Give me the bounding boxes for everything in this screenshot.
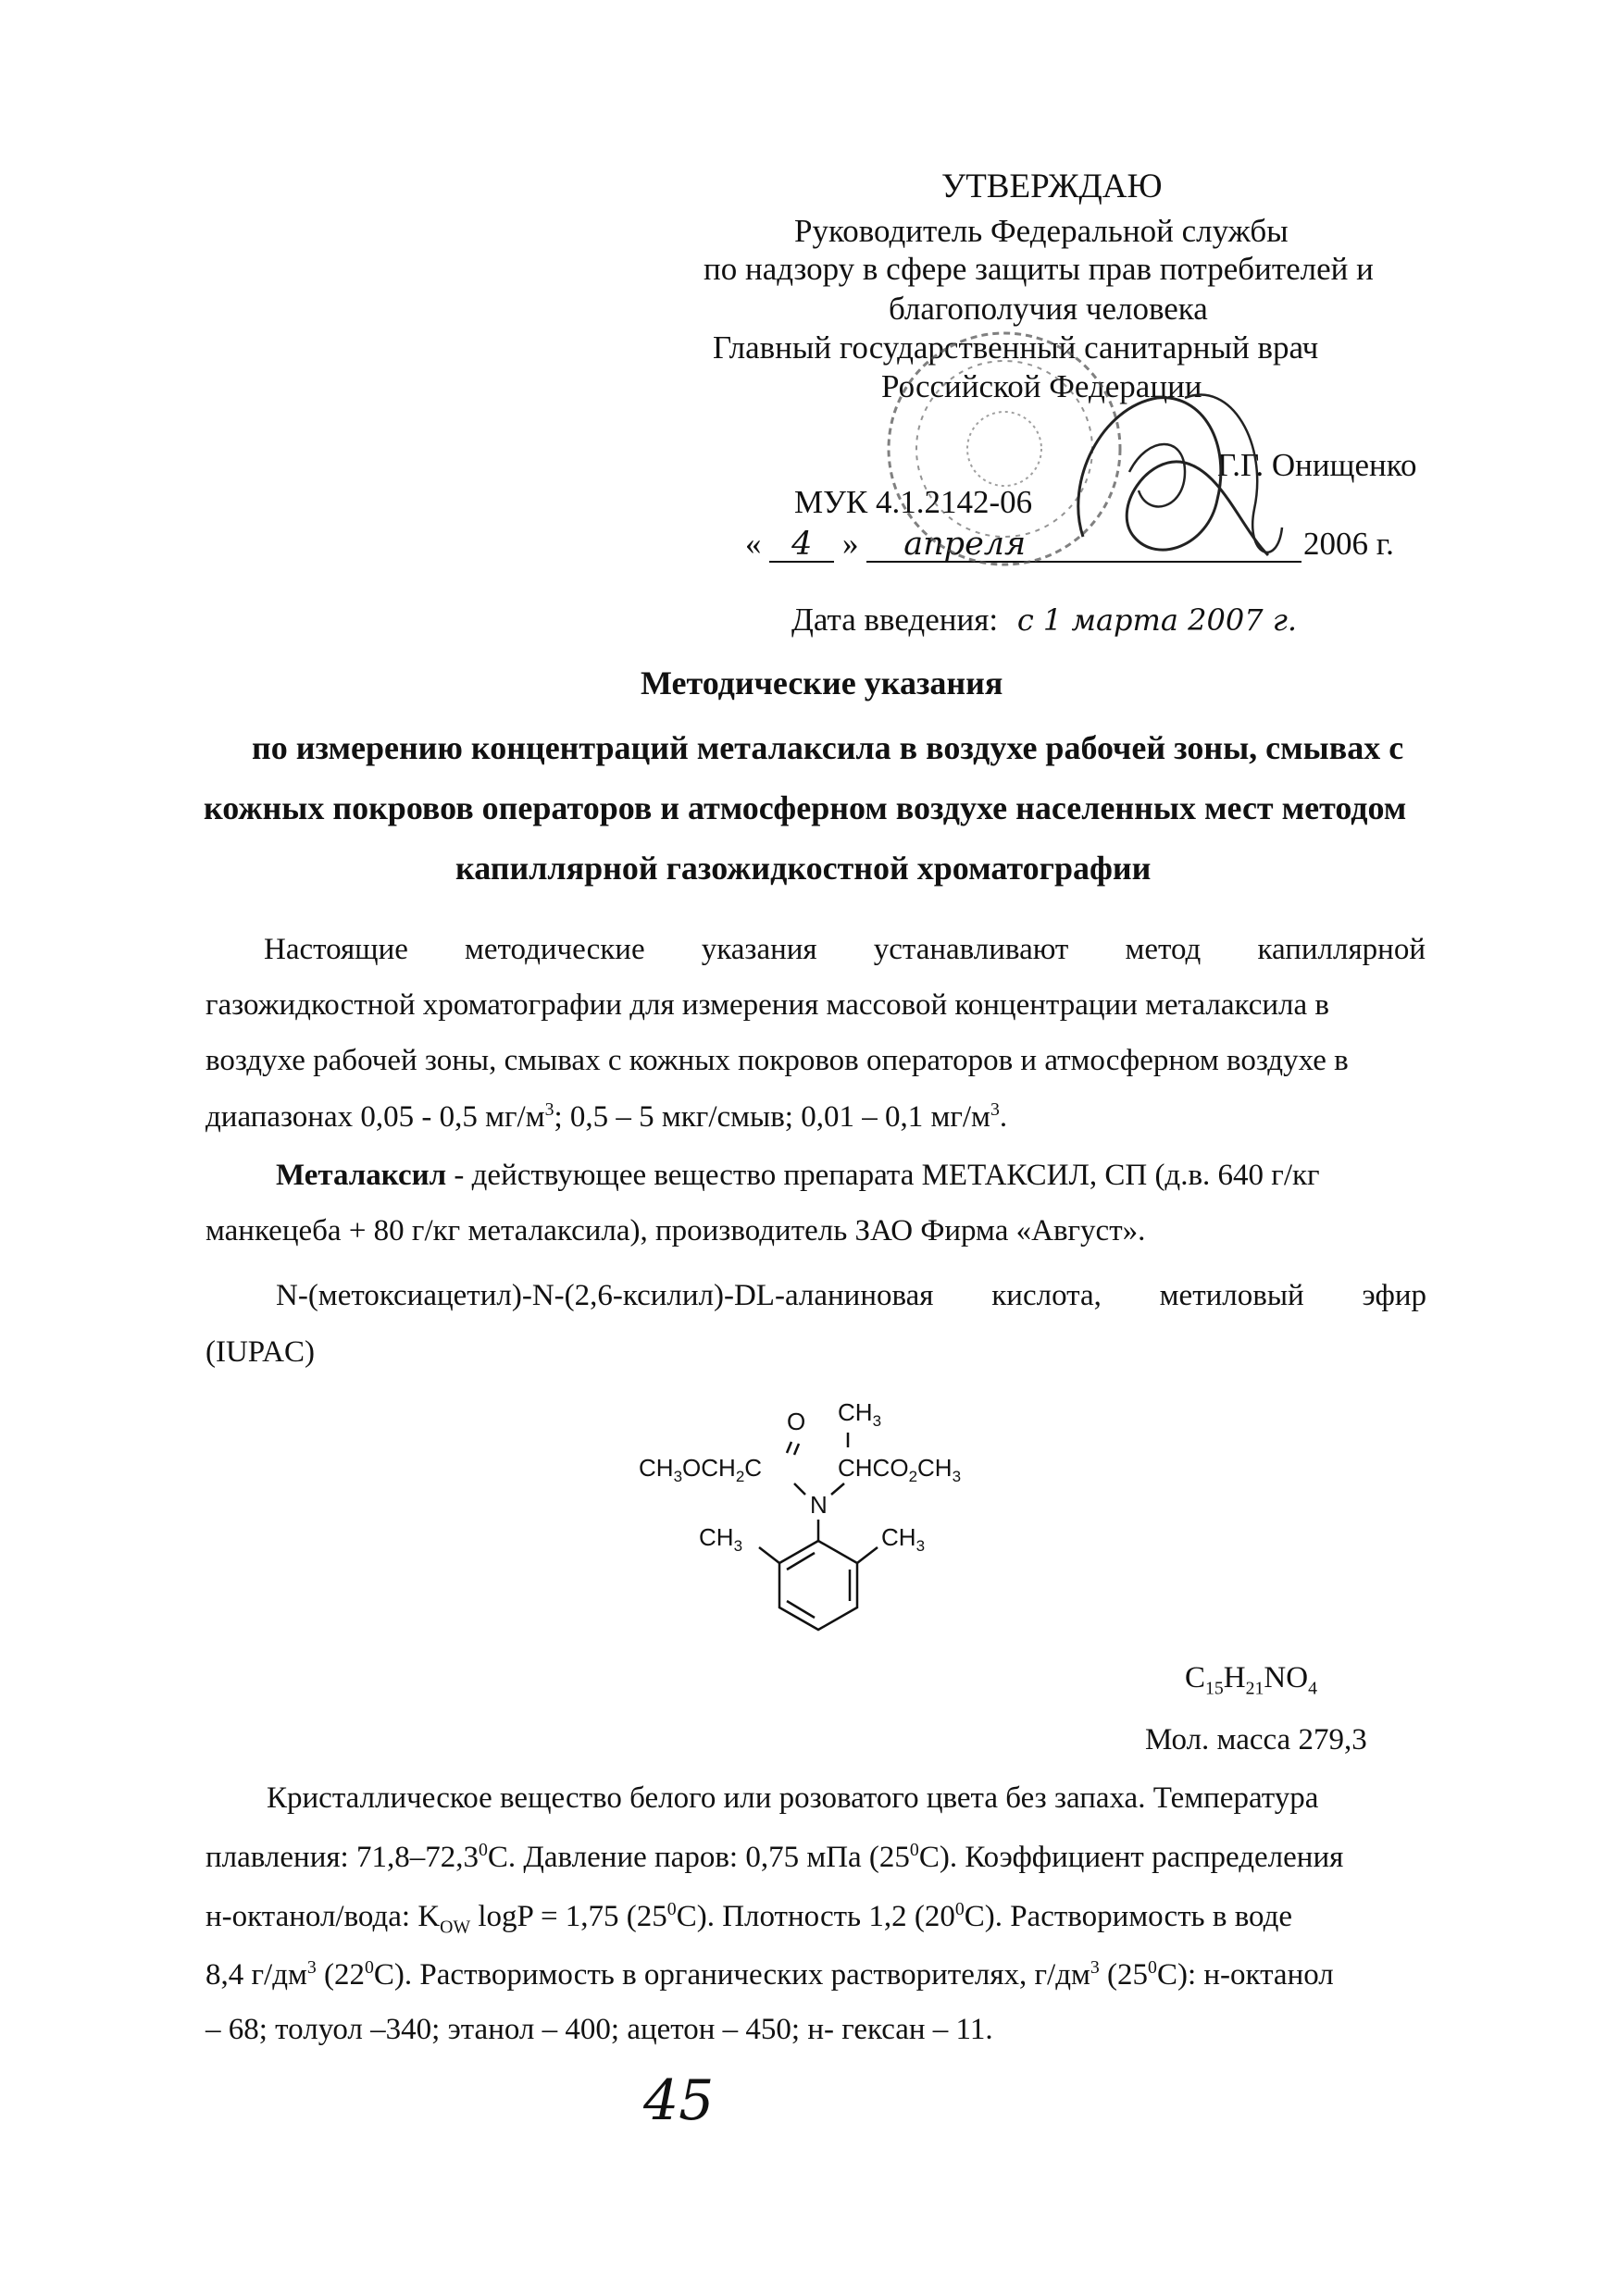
molar-mass: Мол. масса 279,3 [1145,1723,1367,1756]
p4-line-5: – 68; толуол –340; этанол – 400; ацетон – 450; н- гексан – 11. [205,2013,993,2046]
page-number: 45 [643,2068,715,2133]
muk-number: МУК 4.1.2142-06 [794,484,1033,520]
p2-bold-term: Металаксил [276,1159,447,1192]
p4-line-3: н-октанол/вода: $K_{OW}$ logP = 1,75 $(25^0С)$. Плотность 1,2 $(20^0С)$. Растворимость в воде [205,1899,1293,1938]
struct-bond-double-2 [794,1444,799,1455]
doc-subtitle-1: по измерению концентраций металаксила в воздухе рабочей зоны, смывах с [252,729,1404,766]
signatory-name: Г.Г. Онищенко [1217,447,1417,483]
approval-line-5: Российской Федерации [881,368,1202,404]
sup-3: 3 [990,1099,1000,1120]
p1-line-1: Настоящие методические указания устанавливают метод капиллярной [264,933,1426,966]
p4-line-1: Кристаллическое вещество белого или розоватого цвета без запаха. Температура [267,1781,1319,1815]
approval-year: 2006 г. [1303,526,1394,562]
approval-line-3: благополучия человека [889,291,1208,327]
p1-line-3: воздухе рабочей зоны, смывах с кожных покровов операторов и атмосферном воздухе в [205,1044,1349,1077]
stamp-emblem [967,412,1041,486]
approval-line-4: Главный государственный санитарный врач [713,329,1319,366]
approval-line-2: по надзору в сфере защиты прав потребителей и [704,251,1374,287]
p1-range-1: диапазонах 0,05 - 0,5 мг/м [205,1100,545,1134]
p4-line-2: плавления: 71,8–72,3$^0$С. Давление паров: 0,75 мПа $(25^0С)$. Коэффициент распределения [205,1840,1344,1874]
p1-line-2: газожидкостной хроматографии для измерения массовой концентрации металаксила в [205,988,1329,1022]
date-close-quote: » [842,526,859,562]
struct-benzene-ring [779,1541,857,1630]
p2-line-1 [276,1159,1320,1193]
struct-oxygen: O [787,1408,806,1435]
struct-ring-right-ch3: $CH_3$ [881,1523,926,1555]
struct-bond-double-1 [787,1442,791,1453]
struct-nitrogen: N [810,1491,828,1519]
struct-right-chain: $CHCO_2CH_3$ [838,1454,962,1485]
struct-bond [831,1483,844,1495]
approval-title: УТВЕРЖДАЮ [941,168,1163,205]
struct-bond [857,1547,878,1563]
p3-line-2: (IUPAC) [205,1335,315,1369]
p4-line-4: 8,4 $г/дм^3$ $(22^0С)$. Растворимость в органических растворителях, $г/дм^3$ $(25^0С)$: н-октанол [205,1957,1334,1992]
signature [1046,370,1287,583]
p2-text: - действующее вещество препарата МЕТАКСИЛ, СП (д.в. 640 г/кг [446,1159,1320,1192]
doc-subtitle-2: кожных покровов операторов и атмосферном воздухе населенных мест методом [204,789,1407,826]
p2-line-2: манкецеба + 80 г/кг металаксила), производитель ЗАО Фирма «Август». [205,1214,1146,1247]
doc-title: Методические указания [641,664,1003,701]
struct-bond [759,1547,779,1563]
chemical-structure [629,1388,1055,1666]
date-open-quote: « [745,526,762,562]
intro-date [791,603,1297,636]
date-day: 4 [769,528,834,563]
struct-ring-left-ch3: $CH_3$ [699,1523,743,1555]
date-month: апреля [866,528,1301,563]
molecular-formula: $C_{15}H_{21}NO_4$ [1185,1661,1317,1699]
p1-range-2: ; 0,5 – 5 мкг/смыв; 0,01 – 0,1 мг/м [554,1100,990,1134]
p3-line-1: N-(метоксиацетил)-N-(2,6-ксилил)-DL-аланиновая кислота, метиловый эфир [276,1279,1426,1312]
intro-date-label: Дата введения: [791,602,999,638]
intro-date-value: с 1 марта 2007 г. [1016,602,1298,638]
approval-line-1: Руководитель Федеральной службы [794,213,1289,249]
sup-3: 3 [544,1099,554,1120]
struct-ch3-top: $CH_3$ [838,1398,882,1430]
p1-end: . [999,1100,1008,1134]
struct-bond [794,1483,805,1495]
struct-left-chain: $CH_3OCH_2C$ [639,1454,763,1485]
p1-line-4 [205,1099,1007,1135]
doc-subtitle-3: капиллярной газожидкостной хроматографии [455,850,1152,887]
